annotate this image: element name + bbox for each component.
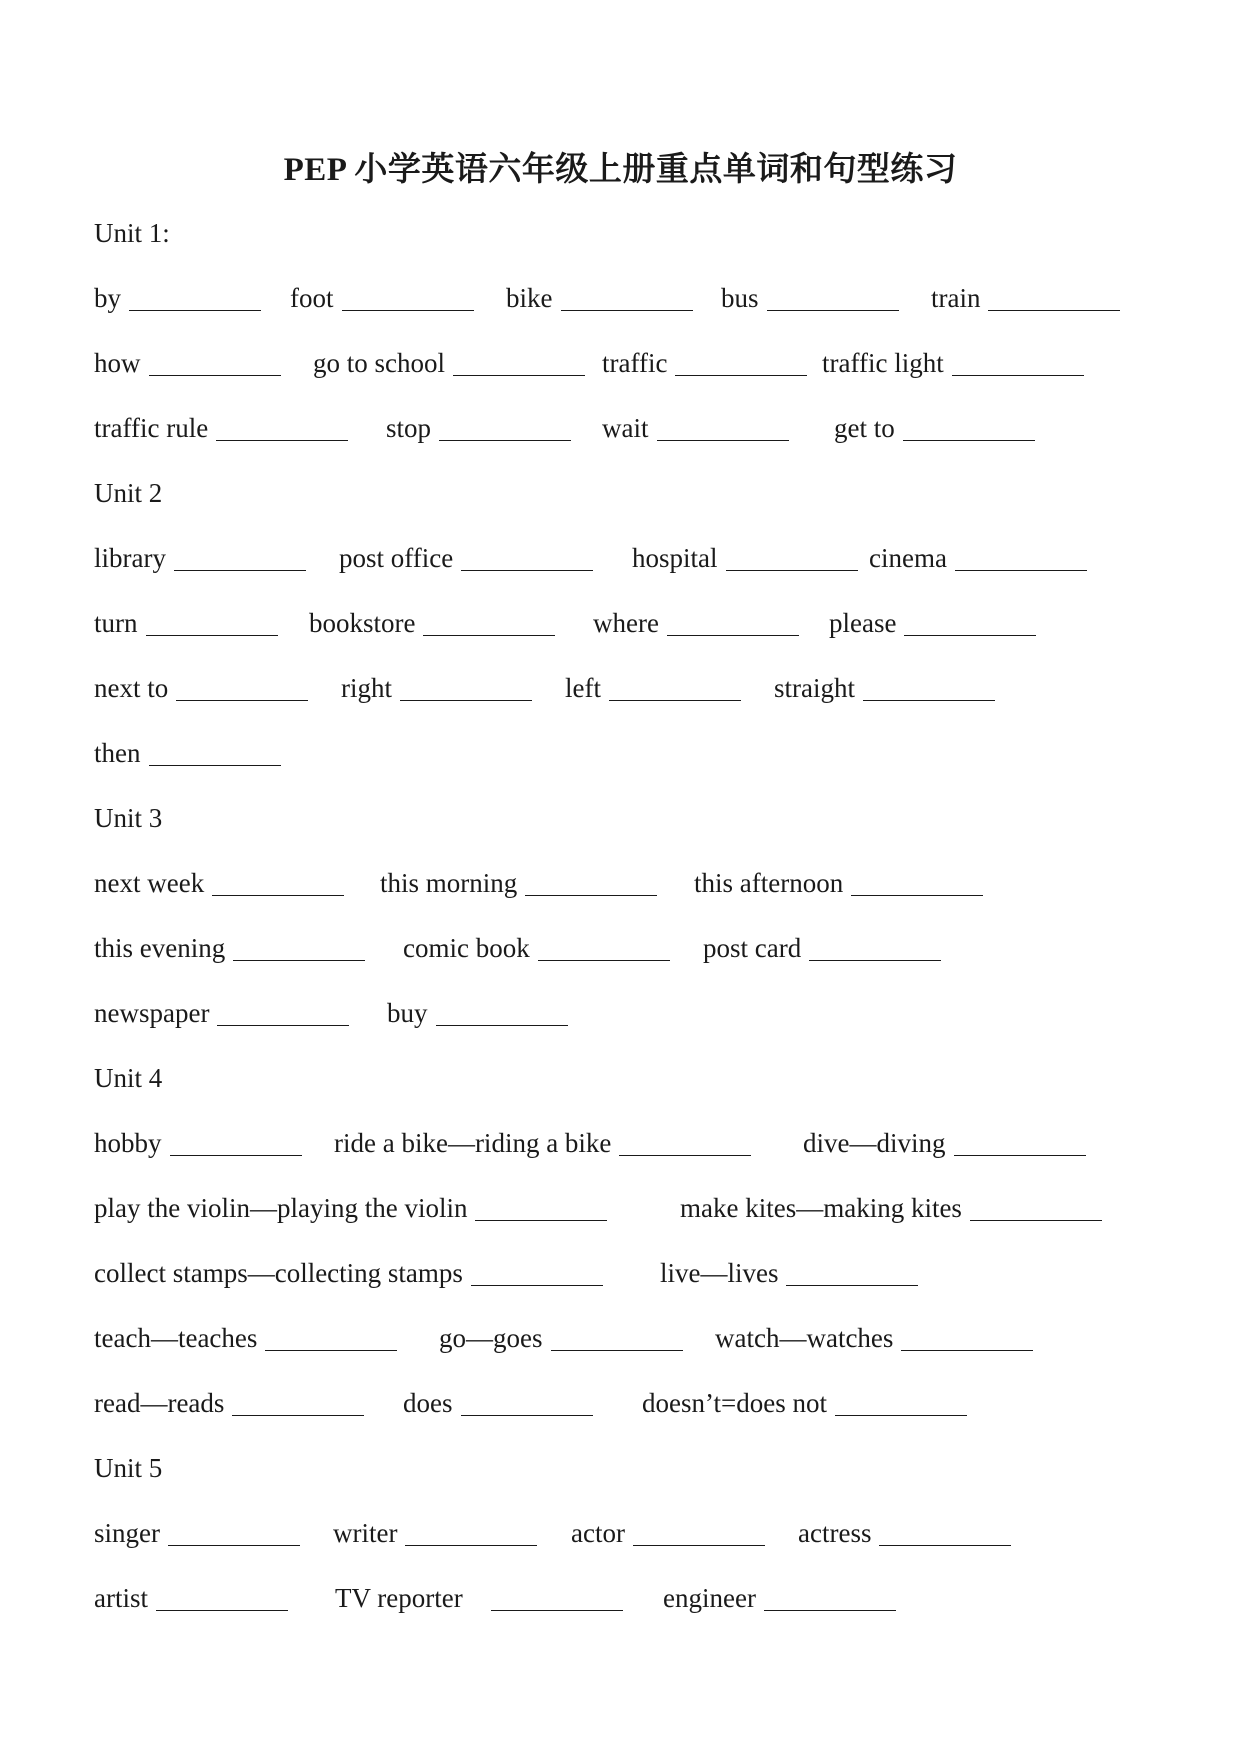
vocab-item <box>94 346 281 380</box>
vocab-row <box>94 866 1174 900</box>
answer-blank[interactable] <box>952 373 1084 376</box>
answer-blank[interactable] <box>538 958 670 961</box>
vocab-row <box>94 606 1174 640</box>
answer-blank[interactable] <box>863 698 995 701</box>
vocab-item <box>593 606 799 640</box>
vocab-row <box>94 931 1174 965</box>
vocab-word: post card <box>703 933 802 963</box>
vocab-row <box>94 1126 1174 1160</box>
unit-heading: Unit 4 <box>94 1063 163 1093</box>
answer-blank[interactable] <box>400 698 532 701</box>
vocab-word: ride a bike—riding a bike <box>334 1128 612 1158</box>
unit-heading: Unit 2 <box>94 478 163 508</box>
vocab-word: actor <box>571 1518 625 1548</box>
answer-blank[interactable] <box>851 893 983 896</box>
vocab-row <box>94 671 1174 705</box>
vocab-word: writer <box>333 1518 398 1548</box>
vocab-item <box>290 281 474 315</box>
vocab-item <box>341 671 532 705</box>
vocab-item <box>94 671 308 705</box>
vocab-item <box>94 1126 302 1160</box>
answer-blank[interactable] <box>903 438 1035 441</box>
answer-blank[interactable] <box>405 1543 537 1546</box>
vocab-item <box>403 1386 593 1420</box>
answer-blank[interactable] <box>988 308 1120 311</box>
vocab-word: artist <box>94 1583 148 1613</box>
answer-blank[interactable] <box>491 1608 623 1611</box>
vocab-word: newspaper <box>94 998 210 1028</box>
answer-blank[interactable] <box>525 893 657 896</box>
vocab-item <box>931 281 1120 315</box>
vocab-item <box>565 671 741 705</box>
answer-blank[interactable] <box>726 568 858 571</box>
answer-blank[interactable] <box>786 1283 918 1286</box>
vocab-word: make kites—making kites <box>680 1193 962 1223</box>
answer-blank[interactable] <box>675 373 807 376</box>
vocab-word: cinema <box>869 543 947 573</box>
vocab-item <box>94 996 349 1030</box>
answer-blank[interactable] <box>767 308 899 311</box>
answer-blank[interactable] <box>461 568 593 571</box>
vocab-item <box>571 1516 765 1550</box>
vocab-item <box>439 1321 683 1355</box>
vocab-row <box>94 996 1174 1030</box>
vocab-item <box>94 1516 300 1550</box>
vocab-word: foot <box>290 283 334 313</box>
vocab-word: traffic rule <box>94 413 209 443</box>
answer-blank[interactable] <box>149 373 281 376</box>
vocab-item <box>339 541 593 575</box>
vocab-item <box>602 411 789 445</box>
vocab-item <box>94 541 306 575</box>
unit-heading: Unit 3 <box>94 803 163 833</box>
answer-blank[interactable] <box>901 1348 1033 1351</box>
vocab-item <box>829 606 1036 640</box>
vocab-item <box>663 1581 896 1615</box>
answer-blank[interactable] <box>879 1543 1011 1546</box>
vocab-item <box>774 671 995 705</box>
answer-blank[interactable] <box>216 438 348 441</box>
vocab-word: bookstore <box>309 608 416 638</box>
vocab-item <box>703 931 941 965</box>
answer-blank[interactable] <box>176 698 308 701</box>
vocab-word: next week <box>94 868 205 898</box>
answer-blank[interactable] <box>904 633 1036 636</box>
answer-blank[interactable] <box>657 438 789 441</box>
vocab-item <box>803 1126 1086 1160</box>
vocab-row <box>94 411 1174 445</box>
vocab-word: right <box>341 673 392 703</box>
vocab-item <box>694 866 983 900</box>
answer-blank[interactable] <box>551 1348 683 1351</box>
vocab-item <box>798 1516 1011 1550</box>
vocab-item <box>309 606 555 640</box>
answer-blank[interactable] <box>174 568 306 571</box>
vocab-item <box>333 1516 537 1550</box>
vocab-item <box>869 541 1087 575</box>
answer-blank[interactable] <box>149 763 281 766</box>
vocab-item <box>94 1581 288 1615</box>
answer-blank[interactable] <box>475 1218 607 1221</box>
vocab-word: this evening <box>94 933 226 963</box>
answer-blank[interactable] <box>129 308 261 311</box>
vocab-row <box>94 346 1174 380</box>
vocab-word: train <box>931 283 981 313</box>
vocab-row <box>94 736 1174 770</box>
vocab-word: collect stamps—collecting stamps <box>94 1258 463 1288</box>
answer-blank[interactable] <box>809 958 941 961</box>
vocab-word: next to <box>94 673 169 703</box>
vocab-word: buy <box>387 998 428 1028</box>
answer-blank[interactable] <box>619 1153 751 1156</box>
vocab-item <box>335 1581 623 1615</box>
vocab-word: please <box>829 608 897 638</box>
answer-blank[interactable] <box>609 698 741 701</box>
vocab-word: engineer <box>663 1583 756 1613</box>
vocab-item <box>94 1321 397 1355</box>
vocab-word: turn <box>94 608 138 638</box>
vocab-item <box>94 1256 603 1290</box>
vocab-row <box>94 1256 1174 1290</box>
vocab-item <box>660 1256 918 1290</box>
vocab-word: where <box>593 608 659 638</box>
vocab-row <box>94 1516 1174 1550</box>
answer-blank[interactable] <box>156 1608 288 1611</box>
vocab-item <box>834 411 1035 445</box>
vocab-word: doesn’t=does not <box>642 1388 827 1418</box>
vocab-word: teach—teaches <box>94 1323 258 1353</box>
vocab-item <box>94 281 261 315</box>
vocab-item <box>94 931 365 965</box>
vocab-word: post office <box>339 543 454 573</box>
vocab-item <box>602 346 807 380</box>
vocab-row <box>94 1581 1174 1615</box>
unit-heading: Unit 5 <box>94 1453 163 1483</box>
vocab-word: bus <box>721 283 759 313</box>
answer-blank[interactable] <box>342 308 474 311</box>
vocab-word: go—goes <box>439 1323 543 1353</box>
answer-blank[interactable] <box>461 1413 593 1416</box>
vocab-word: read—reads <box>94 1388 225 1418</box>
vocab-word: live—lives <box>660 1258 779 1288</box>
vocab-item <box>715 1321 1033 1355</box>
vocab-word: then <box>94 738 141 768</box>
vocab-item <box>94 736 281 770</box>
vocab-word: traffic light <box>822 348 944 378</box>
vocab-word: TV reporter <box>335 1583 463 1613</box>
answer-blank[interactable] <box>233 958 365 961</box>
vocab-word: does <box>403 1388 453 1418</box>
answer-blank[interactable] <box>764 1608 896 1611</box>
vocab-word: get to <box>834 413 895 443</box>
vocab-row <box>94 1386 1174 1420</box>
answer-blank[interactable] <box>146 633 278 636</box>
vocab-row <box>94 281 1174 315</box>
vocab-word: stop <box>386 413 432 443</box>
answer-blank[interactable] <box>633 1543 765 1546</box>
answer-blank[interactable] <box>667 633 799 636</box>
vocab-row <box>94 1191 1174 1225</box>
vocab-word: comic book <box>403 933 530 963</box>
unit-heading: Unit 1: <box>94 218 170 248</box>
answer-blank[interactable] <box>471 1283 603 1286</box>
vocab-word: hobby <box>94 1128 162 1158</box>
vocab-item <box>94 1386 364 1420</box>
answer-blank[interactable] <box>561 308 693 311</box>
vocab-word: this afternoon <box>694 868 844 898</box>
vocab-item <box>822 346 1084 380</box>
vocab-word: traffic <box>602 348 668 378</box>
vocab-item <box>334 1126 751 1160</box>
vocab-item <box>721 281 899 315</box>
answer-blank[interactable] <box>217 1023 349 1026</box>
vocab-word: watch—watches <box>715 1323 894 1353</box>
vocab-item <box>506 281 693 315</box>
vocab-word: by <box>94 283 121 313</box>
answer-blank[interactable] <box>170 1153 302 1156</box>
vocab-item <box>94 866 344 900</box>
answer-blank[interactable] <box>212 893 344 896</box>
vocab-item <box>642 1386 967 1420</box>
answer-blank[interactable] <box>265 1348 397 1351</box>
vocab-word: library <box>94 543 166 573</box>
vocab-word: actress <box>798 1518 872 1548</box>
answer-blank[interactable] <box>436 1023 568 1026</box>
answer-blank[interactable] <box>453 373 585 376</box>
vocab-word: how <box>94 348 141 378</box>
vocab-item <box>387 996 568 1030</box>
vocab-item <box>386 411 571 445</box>
vocab-word: dive—diving <box>803 1128 946 1158</box>
vocab-word: play the violin—playing the violin <box>94 1193 468 1223</box>
vocab-word: left <box>565 673 601 703</box>
vocab-row <box>94 1321 1174 1355</box>
answer-blank[interactable] <box>954 1153 1086 1156</box>
vocab-word: straight <box>774 673 855 703</box>
vocab-item <box>94 606 278 640</box>
answer-blank[interactable] <box>168 1543 300 1546</box>
answer-blank[interactable] <box>970 1218 1102 1221</box>
vocab-item <box>403 931 670 965</box>
vocab-item <box>632 541 858 575</box>
vocab-word: bike <box>506 283 553 313</box>
answer-blank[interactable] <box>439 438 571 441</box>
answer-blank[interactable] <box>423 633 555 636</box>
answer-blank[interactable] <box>955 568 1087 571</box>
vocab-word: singer <box>94 1518 160 1548</box>
page-title: PEP 小学英语六年级上册重点单词和句型练习 <box>283 152 958 188</box>
vocab-item <box>313 346 585 380</box>
vocab-word: hospital <box>632 543 718 573</box>
vocab-item <box>94 1191 607 1225</box>
vocab-item <box>94 411 348 445</box>
vocab-row <box>94 541 1174 575</box>
answer-blank[interactable] <box>232 1413 364 1416</box>
answer-blank[interactable] <box>835 1413 967 1416</box>
vocab-item <box>380 866 657 900</box>
vocab-word: this morning <box>380 868 518 898</box>
vocab-word: wait <box>602 413 649 443</box>
vocab-item <box>680 1191 1102 1225</box>
vocab-word: go to school <box>313 348 445 378</box>
